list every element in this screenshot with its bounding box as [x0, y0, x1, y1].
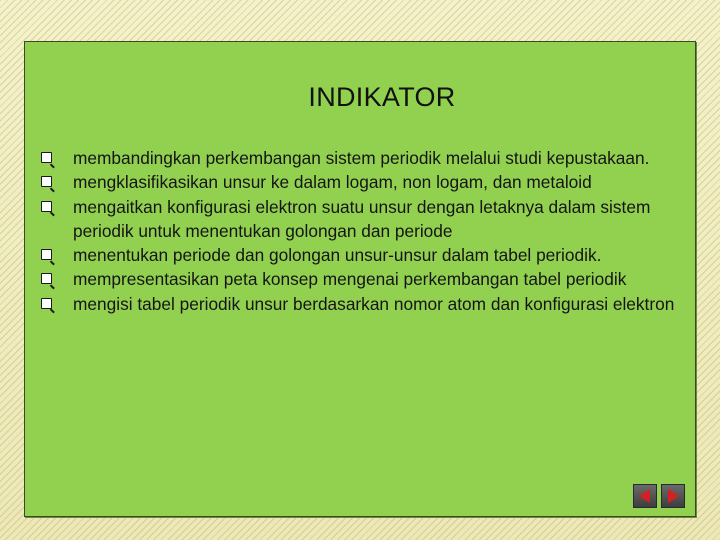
list-item-text: mengaitkan konfigurasi elektron suatu unsur dengan letaknya dalam sistem periodik untuk menentukan golongan dan periode [73, 196, 651, 241]
list-item-text: mengklasifikasikan unsur ke dalam logam, non logam, dan metaloid [73, 172, 592, 193]
list-item-text: mengisi tabel periodik unsur berdasarkan nomor atom dan konfigurasi elektron [73, 293, 675, 314]
list-item [41, 243, 695, 267]
checkbox-bullet-icon [41, 201, 52, 212]
list-item-text: mempresentasikan peta konsep mengenai perkembangan tabel periodik [73, 269, 627, 290]
list-item-text: membandingkan perkembangan sistem periodik melalui studi kepustakaan. [73, 148, 650, 168]
list-item-text: menentukan periode dan golongan unsur-unsur dalam tabel periodik. [73, 245, 602, 266]
list-item [41, 292, 695, 316]
slide-content-panel [24, 41, 696, 517]
indicator-list [41, 146, 695, 316]
checkbox-bullet-icon [41, 298, 52, 309]
slide-title: INDIKATOR [308, 82, 456, 112]
previous-slide-button[interactable] [633, 484, 657, 508]
list-item [41, 267, 695, 291]
checkbox-bullet-icon [41, 152, 52, 163]
checkbox-bullet-icon [41, 176, 52, 187]
triangle-right-icon [665, 488, 681, 504]
list-item [41, 146, 695, 170]
checkbox-bullet-icon [41, 249, 52, 260]
checkbox-bullet-icon [41, 273, 52, 284]
list-item [41, 170, 695, 194]
list-item [41, 195, 695, 244]
next-slide-button[interactable] [661, 484, 685, 508]
slide-navigation [633, 484, 685, 508]
triangle-left-icon [637, 488, 653, 504]
